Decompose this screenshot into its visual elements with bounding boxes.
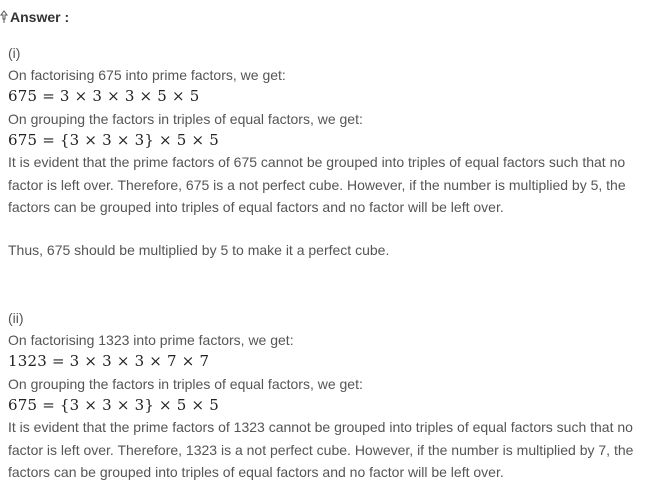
- part2-grouping-intro: On grouping the factors in triples of equal factors, we get:: [8, 376, 363, 392]
- part2-grouping: 675 = {3 × 3 × 3} × 5 × 5: [8, 396, 219, 414]
- part1-explanation-line2: factor is left over. Therefore, 675 is a not perfect cube. However, if the number is multiplied by 5, the: [8, 177, 626, 193]
- answer-heading: [0, 8, 69, 26]
- part2-explanation-line1: It is evident that the prime factors of 1323 cannot be grouped into triples of equal factors such that no: [8, 419, 633, 435]
- part1-explanation-line1: It is evident that the prime factors of 675 cannot be grouped into triples of equal factors such that no: [8, 154, 626, 170]
- part2-label: (ii): [8, 310, 24, 326]
- part2-explanation-line3: factors can be grouped into triples of equal factors and no factor will be left over.: [8, 464, 504, 480]
- answer-title: Answer :: [10, 9, 70, 25]
- part1-grouping: 675 = {3 × 3 × 3} × 5 × 5: [8, 131, 219, 149]
- part2-intro: On factorising 1323 into prime factors, we get:: [8, 332, 294, 348]
- part2-explanation-line2: factor is left over. Therefore, 1323 is a not perfect cube. However, if the number is multiplied by 7, the: [8, 442, 634, 458]
- part2-factorisation: 1323 = 3 × 3 × 3 × 7 × 7: [8, 352, 210, 370]
- pin-icon: [0, 10, 8, 24]
- part1-conclusion: Thus, 675 should be multiplied by 5 to make it a perfect cube.: [8, 242, 390, 258]
- part1-grouping-intro: On grouping the factors in triples of equal factors, we get:: [8, 111, 363, 127]
- part1-factorisation: 675 = 3 × 3 × 3 × 5 × 5: [8, 87, 200, 105]
- part1-explanation-line3: factors can be grouped into triples of equal factors and no factor will be left over.: [8, 199, 504, 215]
- part1-label: (i): [8, 45, 21, 61]
- part1-intro: On factorising 675 into prime factors, we get:: [8, 67, 286, 83]
